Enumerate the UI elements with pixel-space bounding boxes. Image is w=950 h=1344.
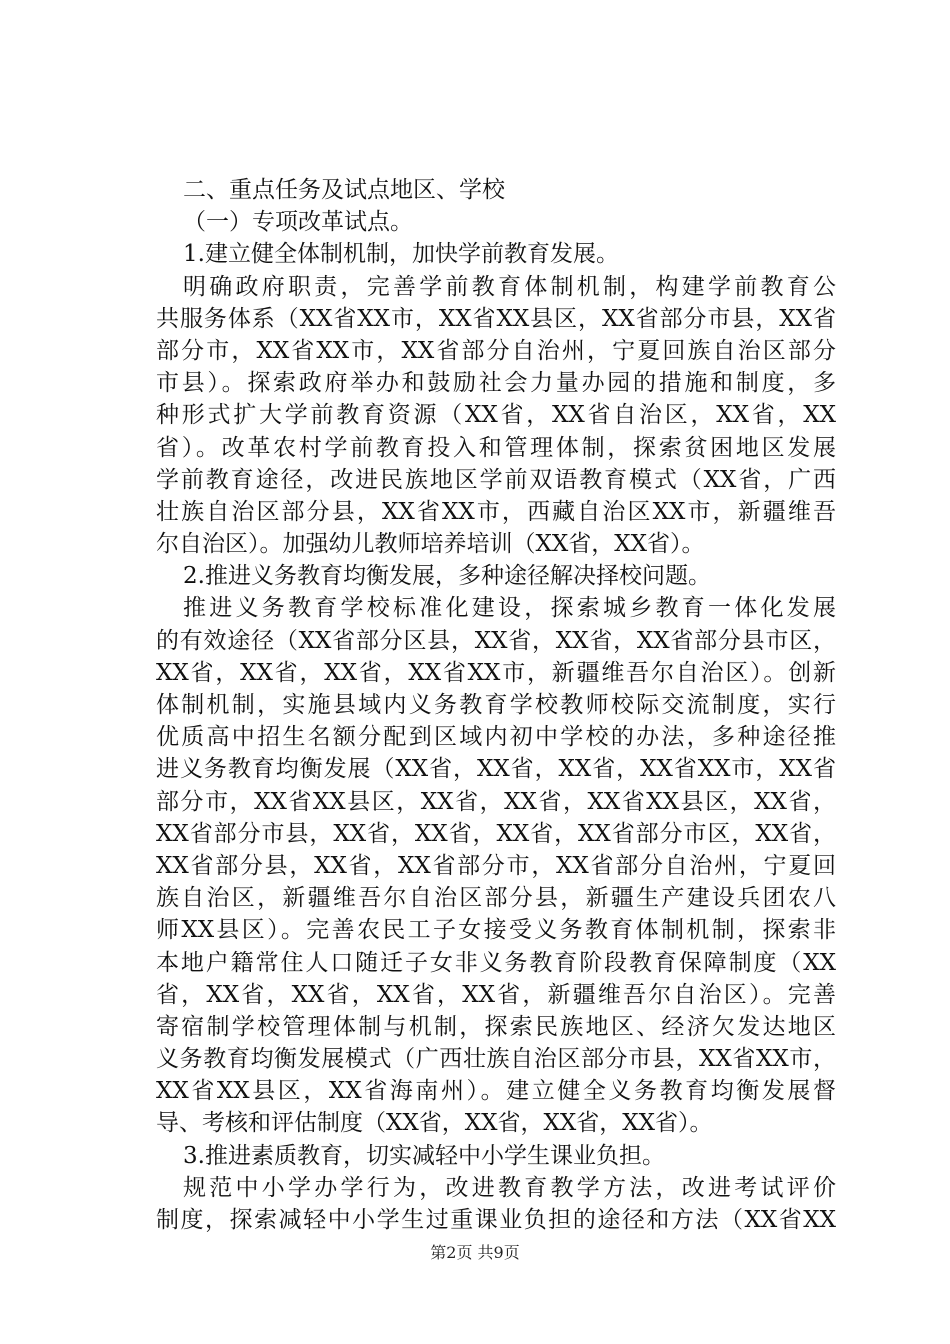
text-line: XX省部分市县，XX省，XX省，XX省，XX省部分市区，XX省， (156, 820, 836, 847)
text-line: 优质高中招生名额分配到区域内初中学校的办法，多种途径推 (156, 724, 836, 751)
text-line: 寄宿制学校管理体制与机制，探索民族地区、经济欠发达地区 (156, 1013, 836, 1040)
text-line: 明确政府职责，完善学前教育体制机制，构建学前教育公 (183, 273, 836, 300)
text-line: 尔自治区）。加强幼儿教师培养培训（XX省，XX省）。 (156, 531, 705, 558)
text-line: 义务教育均衡发展模式（广西壮族自治区部分市县，XX省XX市， (156, 1046, 836, 1073)
text-line: 规范中小学办学行为，改进教育教学方法，改进考试评价 (183, 1174, 836, 1201)
text-line: XX省，XX省，XX省，XX省XX市，新疆维吾尔自治区）。创新 (156, 659, 836, 686)
text-line: 的有效途径（XX省部分区县，XX省，XX省，XX省部分县市区， (156, 627, 836, 654)
text-line: 2.推进义务教育均衡发展，多种途径解决择校问题。 (183, 563, 711, 590)
text-line: 进义务教育均衡发展（XX省，XX省，XX省，XX省XX市，XX省 (156, 756, 836, 783)
text-line: 3.推进素质教育，切实减轻中小学生课业负担。 (183, 1142, 665, 1169)
document-body (156, 174, 836, 1236)
text-line: 制度，探索减轻中小学生过重课业负担的途径和方法（XX省XX (156, 1207, 836, 1233)
text-line: 省，XX省，XX省，XX省，XX省，新疆维吾尔自治区）。完善 (156, 981, 836, 1008)
text-line: 部分市，XX省XX市，XX省部分自治州，宁夏回族自治区部分 (156, 337, 836, 364)
text-line: XX省部分县，XX省，XX省部分市，XX省部分自治州，宁夏回 (156, 852, 836, 879)
text-line: 导、考核和评估制度（XX省，XX省，XX省，XX省）。 (156, 1110, 713, 1137)
text-line: 省）。改革农村学前教育投入和管理体制，探索贫困地区发展 (156, 434, 836, 461)
text-line: 部分市，XX省XX县区，XX省，XX省，XX省XX县区，XX省， (156, 788, 836, 815)
text-line: （一）专项改革试点。 (183, 209, 413, 236)
text-line: 族自治区，新疆维吾尔自治区部分县，新疆生产建设兵团农八 (156, 885, 836, 912)
text-line: 推进义务教育学校标准化建设，探索城乡教育一体化发展 (183, 595, 836, 622)
text-line: 市县）。探索政府举办和鼓励社会力量办园的措施和制度，多 (156, 370, 836, 397)
text-line: 本地户籍常住人口随迁子女非义务教育阶段教育保障制度（XX (156, 949, 836, 976)
text-line: 学前教育途径，改进民族地区学前双语教育模式（XX省，广西 (156, 466, 836, 493)
text-line: 壮族自治区部分县，XX省XX市，西藏自治区XX市，新疆维吾 (156, 498, 836, 525)
page-footer: 第2页 共9页 (430, 1243, 520, 1262)
text-line: 二、重点任务及试点地区、学校 (183, 177, 505, 203)
text-line: XX省XX县区，XX省海南州）。建立健全义务教育均衡发展督 (156, 1078, 836, 1105)
text-line: 体制机制，实施县域内义务教育学校教师校际交流制度，实行 (156, 692, 836, 718)
text-line: 种形式扩大学前教育资源（XX省，XX省自治区，XX省，XX (156, 402, 836, 429)
text-line: 1.建立健全体制机制，加快学前教育发展。 (183, 241, 619, 268)
text-line: 共服务体系（XX省XX市，XX省XX县区，XX省部分市县，XX省 (156, 305, 836, 332)
text-line: 师XX县区）。完善农民工子女接受义务教育体制机制，探索非 (156, 917, 836, 944)
